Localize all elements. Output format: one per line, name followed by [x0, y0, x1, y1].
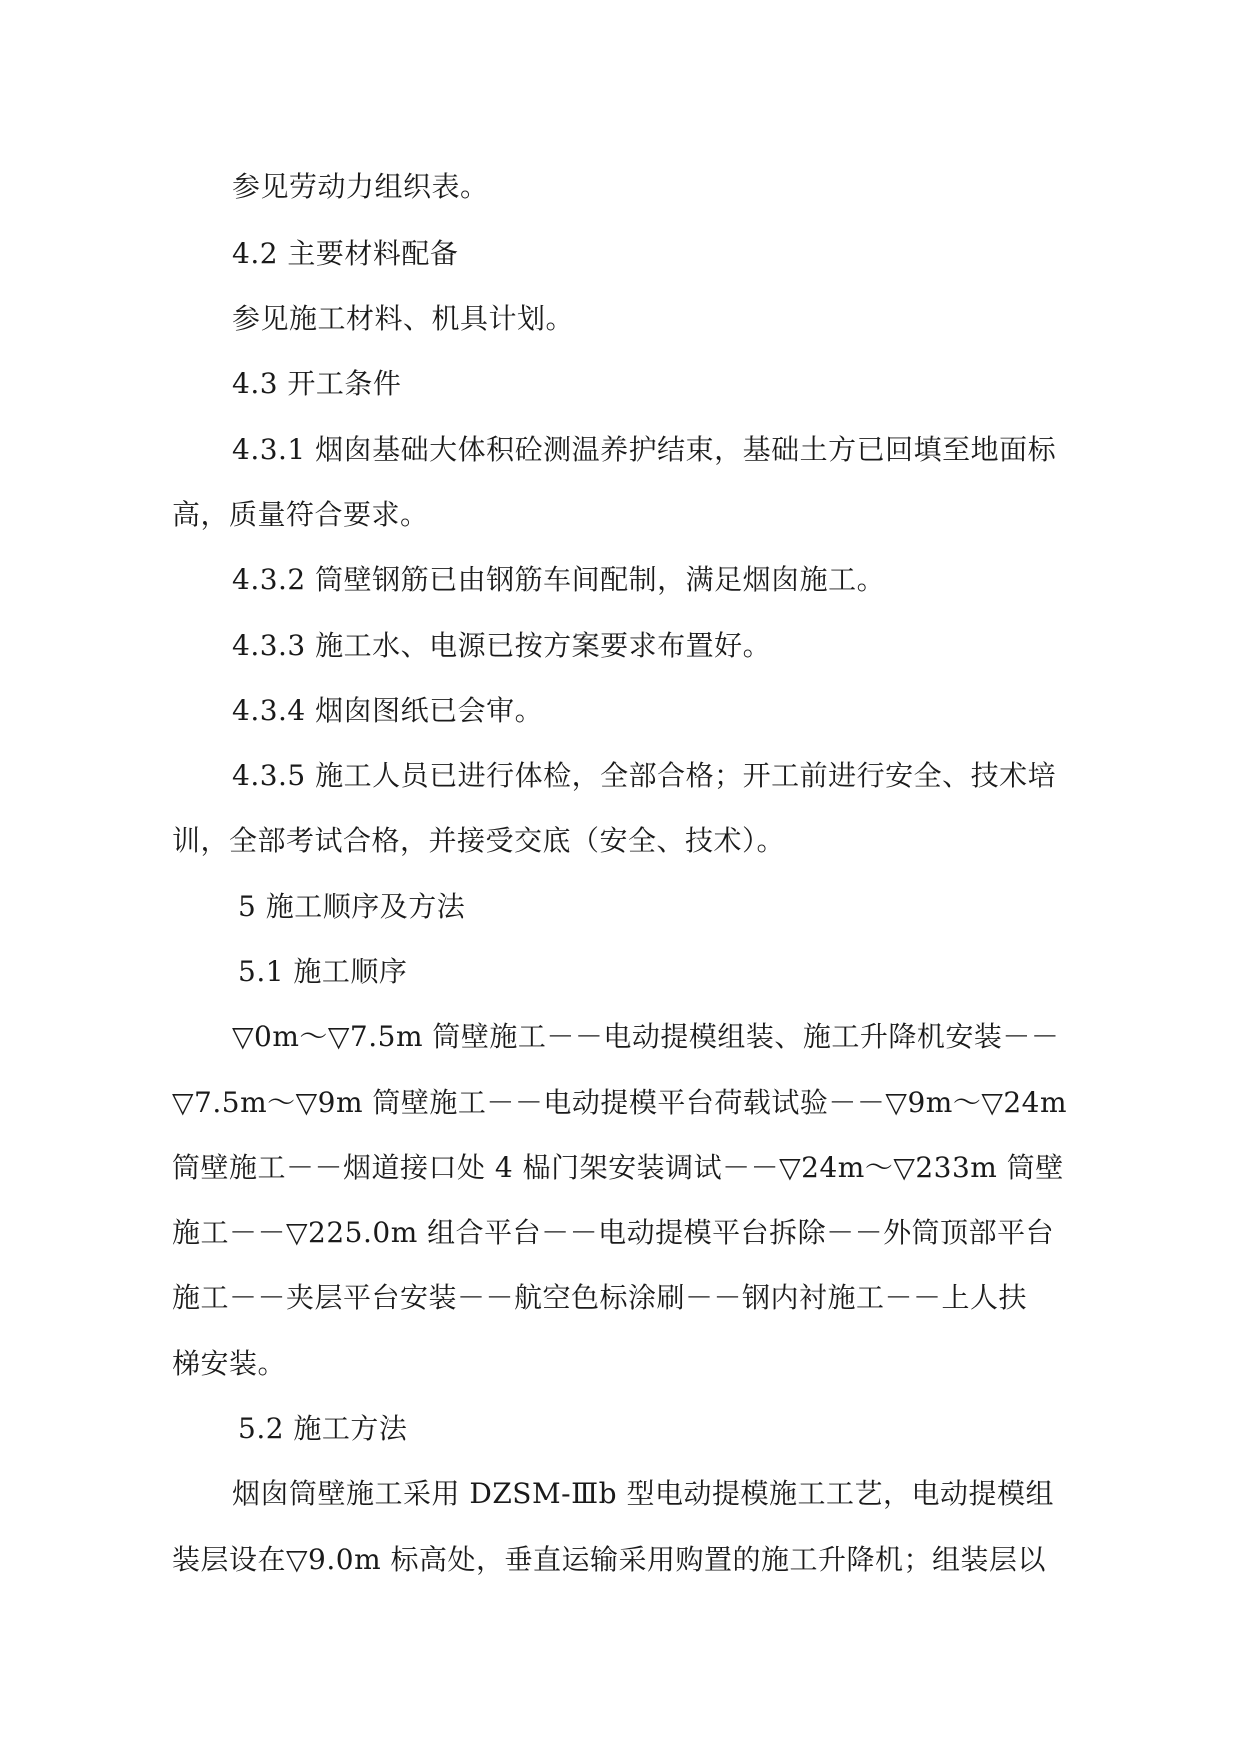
paragraph-line: 训，全部考试合格，并接受交底（安全、技术）。: [172, 824, 786, 857]
paragraph-line: ▽7.5m～▽9m 筒壁施工－－电动提模平台荷载试验－－▽9m～▽24m: [172, 1086, 1068, 1119]
paragraph-line: 施工－－夹层平台安装－－航空色标涂刷－－钢内衬施工－－上人扶: [172, 1281, 1028, 1314]
paragraph-line: 4.3.4 烟囱图纸已会审。: [232, 694, 544, 727]
section-heading-4-2: 4.2 主要材料配备: [232, 237, 459, 270]
paragraph-line: ▽0m～▽7.5m 筒壁施工－－电动提模组装、施工升降机安装－－: [232, 1020, 1060, 1053]
section-heading-5-1: 5.1 施工顺序: [238, 955, 408, 988]
paragraph-line: 高，质量符合要求。: [172, 498, 429, 531]
section-heading-4-3: 4.3 开工条件: [232, 367, 402, 400]
paragraph-line: 梯安装。: [172, 1347, 287, 1380]
paragraph-line: 4.3.1 烟囱基础大体积砼测温养护结束，基础土方已回填至地面标: [232, 433, 1057, 466]
section-heading-5: 5 施工顺序及方法: [238, 890, 466, 923]
paragraph-line: 参见施工材料、机具计划。: [232, 302, 575, 335]
paragraph-line: 4.3.5 施工人员已进行体检，全部合格；开工前进行安全、技术培: [232, 759, 1057, 792]
paragraph-line: 参见劳动力组织表。: [232, 170, 489, 203]
section-heading-5-2: 5.2 施工方法: [238, 1412, 408, 1445]
paragraph-line: 4.3.2 筒壁钢筋已由钢筋车间配制，满足烟囱施工。: [232, 563, 886, 596]
paragraph-line: 筒壁施工－－烟道接口处 4 榀门架安装调试－－▽24m～▽233m 筒壁: [172, 1151, 1064, 1184]
paragraph-line: 4.3.3 施工水、电源已按方案要求布置好。: [232, 629, 772, 662]
paragraph-line: 装层设在▽9.0m 标高处，垂直运输采用购置的施工升降机；组装层以: [172, 1543, 1047, 1576]
paragraph-line: 施工－－▽225.0m 组合平台－－电动提模平台拆除－－外筒顶部平台: [172, 1216, 1055, 1249]
paragraph-line: 烟囱筒壁施工采用 DZSM-Ⅲb 型电动提模施工工艺，电动提模组: [232, 1477, 1054, 1510]
